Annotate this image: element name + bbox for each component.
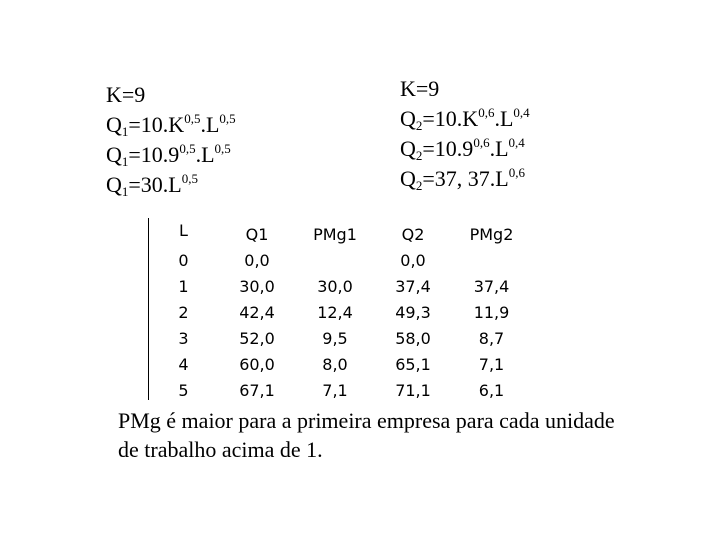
marginal-product-table	[148, 218, 531, 400]
table-cell: 42,4	[239, 303, 275, 322]
q-symbol: Q	[106, 172, 122, 197]
table-cell: 11,9	[473, 303, 510, 322]
table-cell: 37,4	[395, 277, 431, 296]
table-column-q1	[218, 218, 296, 400]
table-cell: 7,1	[322, 381, 348, 400]
table-cell: 52,0	[239, 329, 275, 348]
table-column-q2	[374, 218, 452, 400]
table-cell: 58,0	[395, 329, 431, 348]
table-cell: 7,1	[478, 355, 505, 374]
k-exponent: 0,6	[478, 105, 495, 120]
conclusion-text: PMg é maior para a primeira empresa para cada unidade de trabalho acima de 1.	[118, 408, 615, 462]
table-cell: 49,3	[395, 303, 431, 322]
table-header: L	[179, 221, 188, 240]
firm1-k-line: K=9	[106, 82, 146, 107]
l-exponent: 0,5	[219, 111, 236, 126]
q-symbol: Q	[106, 142, 122, 167]
q-subscript: 2	[415, 178, 423, 193]
table-cell: 60,0	[239, 355, 275, 374]
l-exponent: 0,5	[181, 171, 198, 186]
table-cell: 0,0	[400, 251, 426, 270]
table-cell: 9,5	[322, 329, 348, 348]
l-exponent: 0,4	[508, 135, 525, 150]
eq-mid: .L	[494, 106, 514, 131]
k-exponent: 0,6	[473, 135, 490, 150]
table-cell: 30,0	[239, 277, 275, 296]
table-cell: 2	[178, 303, 189, 322]
table-header: Q1	[245, 225, 269, 244]
table-cell	[452, 248, 531, 274]
table-column-l	[149, 218, 218, 400]
table-cell: 4	[178, 355, 189, 374]
table-column-pmg1	[296, 218, 374, 400]
table-header: PMg1	[313, 225, 357, 244]
table-cell: 1	[178, 277, 189, 296]
table-cell: 5	[178, 381, 189, 400]
firm1-simplified	[106, 170, 236, 200]
eq-prefix: =37, 37.L	[422, 166, 509, 191]
eq-prefix: =10.9	[128, 142, 180, 167]
firm2-simplified	[400, 164, 530, 194]
firm2-formulas	[400, 74, 530, 194]
table-cell	[296, 248, 374, 274]
q-subscript: 1	[121, 124, 129, 139]
eq-prefix: =10.9	[422, 136, 474, 161]
table-header: PMg2	[469, 225, 514, 244]
l-exponent: 0,6	[508, 165, 525, 180]
eq-prefix: =10.K	[128, 112, 185, 137]
l-exponent: 0,4	[513, 105, 530, 120]
table-cell: 71,1	[395, 381, 431, 400]
table-column-pmg2	[452, 218, 531, 400]
q-subscript: 2	[415, 118, 423, 133]
table-cell: 65,1	[395, 355, 431, 374]
l-exponent: 0,5	[214, 141, 231, 156]
table-cell: 0,0	[244, 251, 270, 270]
table-cell: 8,7	[478, 329, 505, 348]
k-exponent: 0,5	[179, 141, 196, 156]
table-cell: 67,1	[239, 381, 275, 400]
eq-mid: .L	[195, 142, 215, 167]
q-subscript: 2	[415, 148, 423, 163]
q-subscript: 1	[121, 154, 129, 169]
eq-prefix: =10.K	[422, 106, 479, 131]
firm1-formulas	[106, 80, 236, 200]
table-cell: 8,0	[322, 355, 348, 374]
q-symbol: Q	[106, 112, 122, 137]
k-exponent: 0,5	[184, 111, 201, 126]
firm2-substituted	[400, 134, 530, 164]
table-header: Q2	[401, 225, 425, 244]
firm2-production-function	[400, 104, 530, 134]
q-symbol: Q	[400, 106, 416, 131]
firm1-substituted	[106, 140, 236, 170]
table-cell: 37,4	[473, 277, 510, 296]
q-symbol: Q	[400, 166, 416, 191]
eq-prefix: =30.L	[128, 172, 182, 197]
table-cell: 3	[178, 329, 189, 348]
q-symbol: Q	[400, 136, 416, 161]
table-cell: 12,4	[317, 303, 353, 322]
table-cell: 0	[178, 251, 189, 270]
table-cell: 6,1	[478, 381, 505, 400]
eq-mid: .L	[200, 112, 220, 137]
table-cell: 30,0	[317, 277, 353, 296]
eq-mid: .L	[489, 136, 509, 161]
firm2-k-line: K=9	[400, 76, 440, 101]
firm1-production-function	[106, 110, 236, 140]
q-subscript: 1	[121, 184, 129, 199]
